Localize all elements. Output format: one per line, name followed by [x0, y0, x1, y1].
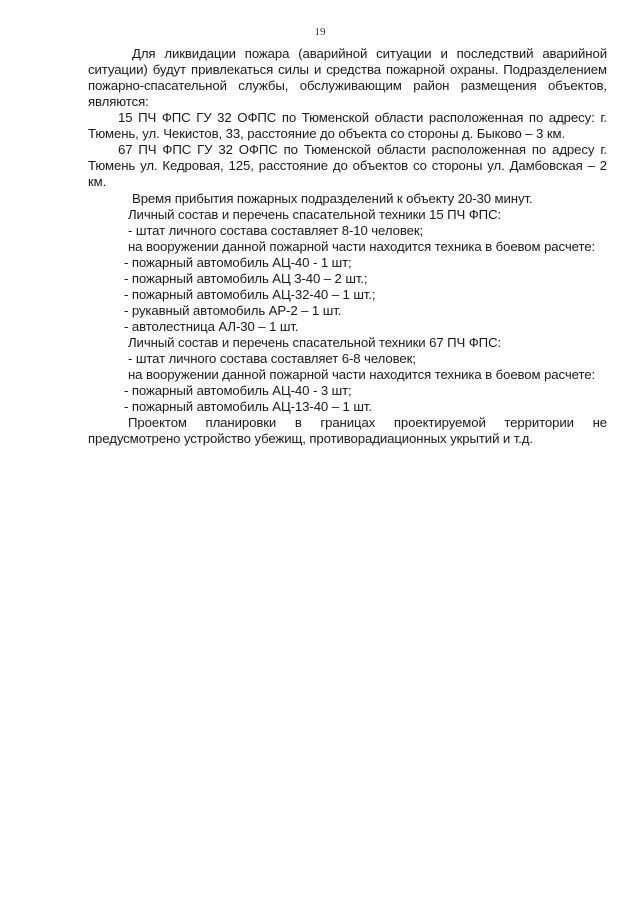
unit-15-item: - пожарный автомобиль АЦ 3-40 – 2 шт.; [124, 271, 368, 286]
paragraph-shelters: Проектом планировки в границах проектируемой территории не предусмотрено устройство убежищ, противорадиационных укрытий и т.д. [88, 415, 607, 446]
unit-15-armament: на вооружении данной пожарной части находится техника в боевом расчете: [128, 239, 596, 254]
paragraph-arrival-time: Время прибытия пожарных подразделений к объекту 20-30 минут. [132, 191, 533, 206]
unit-15-heading: Личный состав и перечень спасательной техники 15 ПЧ ФПС: [128, 207, 502, 222]
unit-67-staff: - штат личного состава составляет 6-8 человек; [128, 351, 416, 366]
document-body [88, 46, 607, 447]
unit-15-item: - рукавный автомобиль АР-2 – 1 шт. [124, 303, 342, 318]
unit-15-staff: - штат личного состава составляет 8-10 человек; [128, 223, 424, 238]
unit-15-item: - автолестница АЛ-30 – 1 шт. [124, 319, 299, 334]
paragraph-unit-15: 15 ПЧ ФПС ГУ 32 ОФПС по Тюменской области расположенная по адресу: г. Тюмень, ул. Чекистов, 33, расстояние до объекта со стороны д. Быково – 3 км. [88, 110, 607, 141]
unit-67-armament: на вооружении данной пожарной части находится техника в боевом расчете: [128, 367, 596, 382]
unit-67-heading: Личный состав и перечень спасательной техники 67 ПЧ ФПС: [128, 335, 502, 350]
unit-15-item: - пожарный автомобиль АЦ-32-40 – 1 шт.; [124, 287, 376, 302]
unit-15-item: - пожарный автомобиль АЦ-40 - 1 шт; [124, 255, 352, 270]
paragraph-fire-forces: Для ликвидации пожара (аварийной ситуации и последствий аварийной ситуации) будут привлекаться силы и средства пожарной охраны. Подразделением пожарно-спасательной службы, обслуживающим район размещения объектов, являются: [88, 46, 607, 109]
unit-67-item: - пожарный автомобиль АЦ-13-40 – 1 шт. [124, 399, 372, 414]
unit-67-item: - пожарный автомобиль АЦ-40 - 3 шт; [124, 383, 352, 398]
page-number: 19 [314, 26, 326, 38]
paragraph-unit-67: 67 ПЧ ФПС ГУ 32 ОФПС по Тюменской области расположенная по адресу г. Тюмень ул. Кедровая, 125, расстояние до объектов со стороны ул. Дамбовская – 2 км. [88, 142, 607, 189]
